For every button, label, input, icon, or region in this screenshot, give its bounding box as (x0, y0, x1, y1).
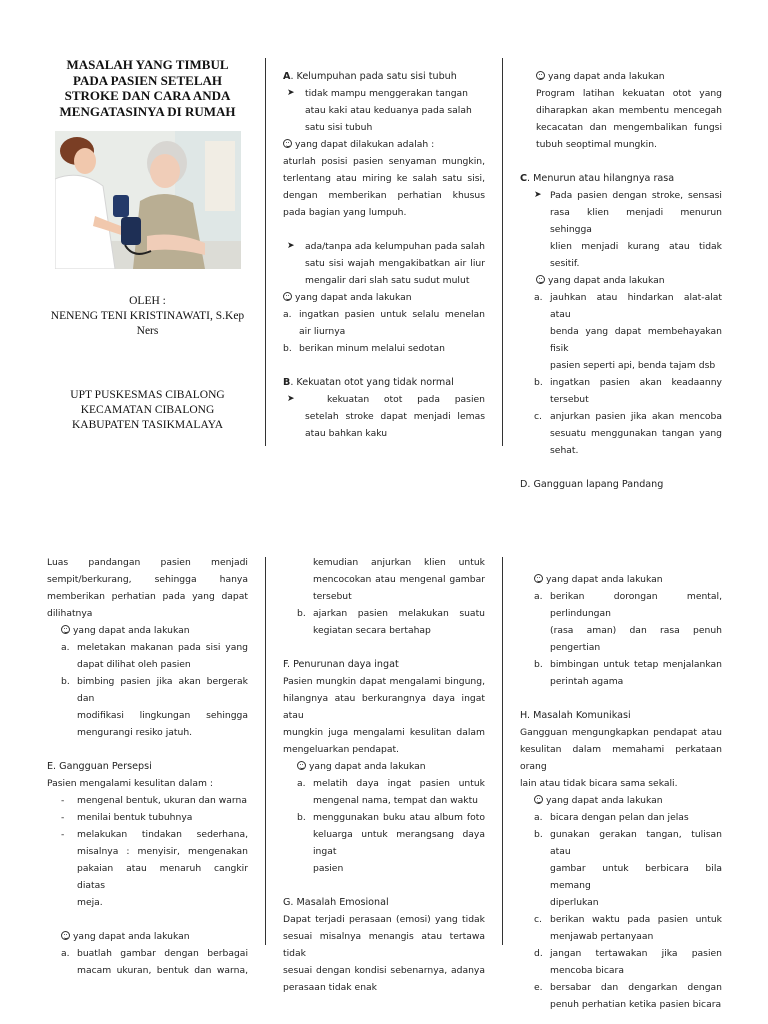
panel-h: yang dapat anda lakukan a. berikan dorongan mental, perlindungan (rasa aman) dan rasa penuh pengertian b. bimbingan untuk tetap menjalankan perintah agama H. Masalah Komunikasi Gangguan mengungkapkan pendapat atau kesulitan dalam memahami perkataan orang lain atau tidak bicara sama sekali. yang dapat anda lakukan a. bicara dengan pelan dan jelas b. gunakan gerakan tangan, tulisan atau gambar untuk berbicara bila memang diperlukan c. berikan waktu pada pasien untuk menjawab pertanyaan d. jangan tertawakan jika pasien mencoba bicara e. bersabar dan dengarkan dengan penuh perhatian ketika pasien bicara (520, 571, 722, 1013)
list-item: a. buatlah gambar dengan berbagai macam ukuran, bentuk dan warna, (61, 948, 248, 976)
column-divider (265, 58, 266, 446)
smiley-icon (61, 625, 70, 634)
action-heading: yang dapat dilakukan adalah : (283, 136, 485, 153)
list-item: a. ingatkan pasien untuk selalu menelan air liurnya (283, 309, 485, 337)
leaflet-title: MASALAH YANG TIMBUL PADA PASIEN SETELAH STROKE DAN CARA ANDA MENGATASINYA DI RUMAH (59, 57, 236, 119)
nurse-measuring-blood-pressure-image (55, 131, 241, 269)
list-item: b. bimbingan untuk tetap menjalankan perintah agama (534, 659, 722, 687)
section-d-heading: D. Gangguan lapang Pandang (520, 479, 664, 490)
smiley-icon (283, 139, 292, 148)
action-heading: yang dapat anda lakukan (520, 792, 722, 809)
institution-block: UPT PUSKESMAS CIBALONG KECAMATAN CIBALONG KABUPATEN TASIKMALAYA (70, 389, 225, 431)
action-heading: yang dapat anda lakukan (520, 272, 722, 289)
panel-c-d: yang dapat anda lakukan Program latihan kekuatan otot yang diharapkan akan membentu mencegah kecacatan dan mengembalikan fungsi tubuh seoptimal mungkin. C. Menurun atau hilangnya rasa ➤ Pada pasien dengan stroke, sensasi rasa klien menjadi menurun sehingga klien menjadi kurang atau tidak sesitif. yang dapat anda lakukan a. jauhkan atau hindarkan alat-alat atau benda yang dapat membehayakan fisik pasien seperti api, benda tajam dsb b. ingatkan pasien akan keadaanny tersebut c. anjurkan pasien jika akan mencoba sesuatu menggunakan tangan yang sehat. D. Gangguan lapang Pandang (520, 68, 722, 493)
column-divider (502, 58, 503, 446)
panel-d-e: Luas pandangan pasien menjadi sempit/berkurang, sehingga hanya memberikan perhatian pada yang dapat dilihatnya yang dapat anda lakukan a. meletakan makanan pada sisi yang dapat dilihat oleh pasien b. bimbing pasien jika akan bergerak dan modifikasi lingkungan sehingga mengurangi resiko jatuh. E. Gangguan Persepsi Pasien mengalami kesulitan dalam : - mengenal bentuk, ukuran dan warna - menilai bentuk tubuhnya - melakukan tindakan sederhana, misalnya : menyisir, mengenakan pakaian atau menaruh cangkir diatas meja. yang dapat anda lakukan a. buatlah gambar dengan berbagai macam ukuran, bentuk dan warna, (47, 554, 248, 979)
smiley-icon (534, 795, 543, 804)
list-item: ➤ tidak mampu menggerakan tangan atau kaki atau keduanya pada salah satu sisi tubuh (283, 85, 485, 136)
section-a-heading: A. Kelumpuhan pada satu sisi tubuh (283, 71, 457, 82)
action-heading: yang dapat anda lakukan (283, 289, 485, 306)
list-item: - melakukan tindakan sederhana, misalnya : menyisir, mengenakan pakaian atau menaruh cangkir diatas meja. (61, 829, 248, 908)
author-label: OLEH : (129, 295, 166, 307)
section-g-heading: G. Masalah Emosional (283, 897, 389, 908)
smiley-icon (297, 761, 306, 770)
list-item: b. berikan minum melalui sedotan (283, 343, 445, 354)
list-item: b. bimbing pasien jika akan bergerak dan modifikasi lingkungan sehingga mengurangi resiko jatuh. (61, 676, 248, 738)
list-item: c. berikan waktu pada pasien untuk menjawab pertanyaan (534, 914, 722, 942)
section-h-heading: H. Masalah Komunikasi (520, 710, 631, 721)
cover-panel (45, 57, 250, 119)
list-item: a. bicara dengan pelan dan jelas (534, 812, 689, 823)
cover-photo (55, 131, 241, 269)
list-item: e. bersabar dan dengarkan dengan penuh perhatian ketika pasien bicara (534, 982, 722, 1010)
list-item: a. berikan dorongan mental, perlindungan (rasa aman) dan rasa penuh pengertian (534, 591, 722, 653)
list-item: a. melatih daya ingat pasien untuk mengenal nama, tempat dan waktu (297, 778, 485, 806)
list-item: b. ingatkan pasien akan keadaanny tersebut (534, 377, 722, 405)
list-item: b. ajarkan pasien melakukan suatu kegiatan secara bertahap (297, 608, 485, 636)
author-degree: Ners (136, 325, 159, 337)
list-item: ➤ ada/tanpa ada kelumpuhan pada salah satu sisi wajah mengakibatkan air liur mengalir dari slah satu sudut mulut (283, 238, 485, 289)
smiley-icon (283, 292, 292, 301)
smiley-icon (536, 71, 545, 80)
list-item: c. anjurkan pasien jika akan mencoba sesuatu menggunakan tangan yang sehat. (534, 411, 722, 456)
arrow-bullet-icon: ➤ (287, 88, 295, 98)
list-item: b. gunakan gerakan tangan, tulisan atau gambar untuk berbicara bila memang diperlukan (534, 829, 722, 908)
list-item: b. menggunakan buku atau album foto keluarga untuk merangsang daya ingat pasien (297, 812, 485, 874)
column-divider (502, 557, 503, 945)
list-item: a. jauhkan atau hindarkan alat-alat atau benda yang dapat membehayakan fisik pasien seperti api, benda tajam dsb (534, 292, 722, 371)
panel-a-b: A. Kelumpuhan pada satu sisi tubuh ➤ tidak mampu menggerakan tangan atau kaki atau keduanya pada salah satu sisi tubuh yang dapat dilakukan adalah : aturlah posisi pasien senyaman mungkin, terlentang atau miring ke salah satu sisi, dengan memberikan perhatian khusus pada bagian yang lumpuh. ➤ ada/tanpa ada kelumpuhan pada salah satu sisi wajah mengakibatkan air liur mengalir dari slah satu sudut mulut yang dapat anda lakukan a. ingatkan pasien untuk selalu menelan air liurnya b. berikan minum melalui sedotan B. Kekuatan otot yang tidak normal ➤ kekuatan otot pada pasien setelah stroke dapat menjadi lemas atau bahkan kaku (283, 68, 485, 442)
section-f-heading: F. Penurunan daya ingat (283, 659, 399, 670)
list-item: - mengenal bentuk, ukuran dan warna (61, 795, 247, 806)
arrow-bullet-icon: ➤ (287, 241, 295, 251)
list-item: a. meletakan makanan pada sisi yang dapat dilihat oleh pasien (61, 642, 248, 670)
section-e-heading: E. Gangguan Persepsi (47, 761, 152, 772)
action-heading: yang dapat anda lakukan (47, 928, 248, 945)
action-heading: yang dapat anda lakukan (283, 758, 485, 775)
arrow-bullet-icon: ➤ (287, 394, 295, 404)
smiley-icon (534, 574, 543, 583)
action-heading: yang dapat anda lakukan (520, 571, 722, 588)
author-name: NENENG TENI KRISTINAWATI, S.Kep (50, 310, 245, 322)
list-item: ➤ Pada pasien dengan stroke, sensasi rasa klien menjadi menurun sehingga klien menjadi kurang atau tidak sesitif. (520, 187, 722, 272)
list-item: - menilai bentuk tubuhnya (61, 812, 193, 823)
author-block (45, 294, 250, 339)
action-heading: yang dapat anda lakukan (520, 68, 722, 85)
arrow-bullet-icon: ➤ (534, 190, 542, 200)
smiley-icon (536, 275, 545, 284)
smiley-icon (61, 931, 70, 940)
list-item: d. jangan tertawakan jika pasien mencoba bicara (534, 948, 722, 976)
section-c-heading: C. Menurun atau hilangnya rasa (520, 173, 675, 184)
panel-f-g: kemudian anjurkan klien untuk mencocokan atau mengenal gambar tersebut b. ajarkan pasien melakukan suatu kegiatan secara bertahap F. Penurunan daya ingat Pasien mungkin dapat mengalami bingung, hilangnya atau berkurangnya daya ingat atau mungkin juga mengalami kesulitan dalam mengeluarkan pendapat. yang dapat anda lakukan a. melatih daya ingat pasien untuk mengenal nama, tempat dan waktu b. menggunakan buku atau album foto keluarga untuk merangsang daya ingat pasien G. Masalah Emosional Dapat terjadi perasaan (emosi) yang tidak sesuai misalnya menangis atau tertawa tidak sesuai dengan kondisi sebenarnya, adanya perasaan tidak enak (283, 557, 485, 993)
action-heading: yang dapat anda lakukan (47, 622, 248, 639)
section-b-heading: B. Kekuatan otot yang tidak normal (283, 377, 454, 388)
list-item: ➤ kekuatan otot pada pasien setelah stroke dapat menjadi lemas atau bahkan kaku (283, 391, 485, 442)
column-divider (265, 557, 266, 945)
